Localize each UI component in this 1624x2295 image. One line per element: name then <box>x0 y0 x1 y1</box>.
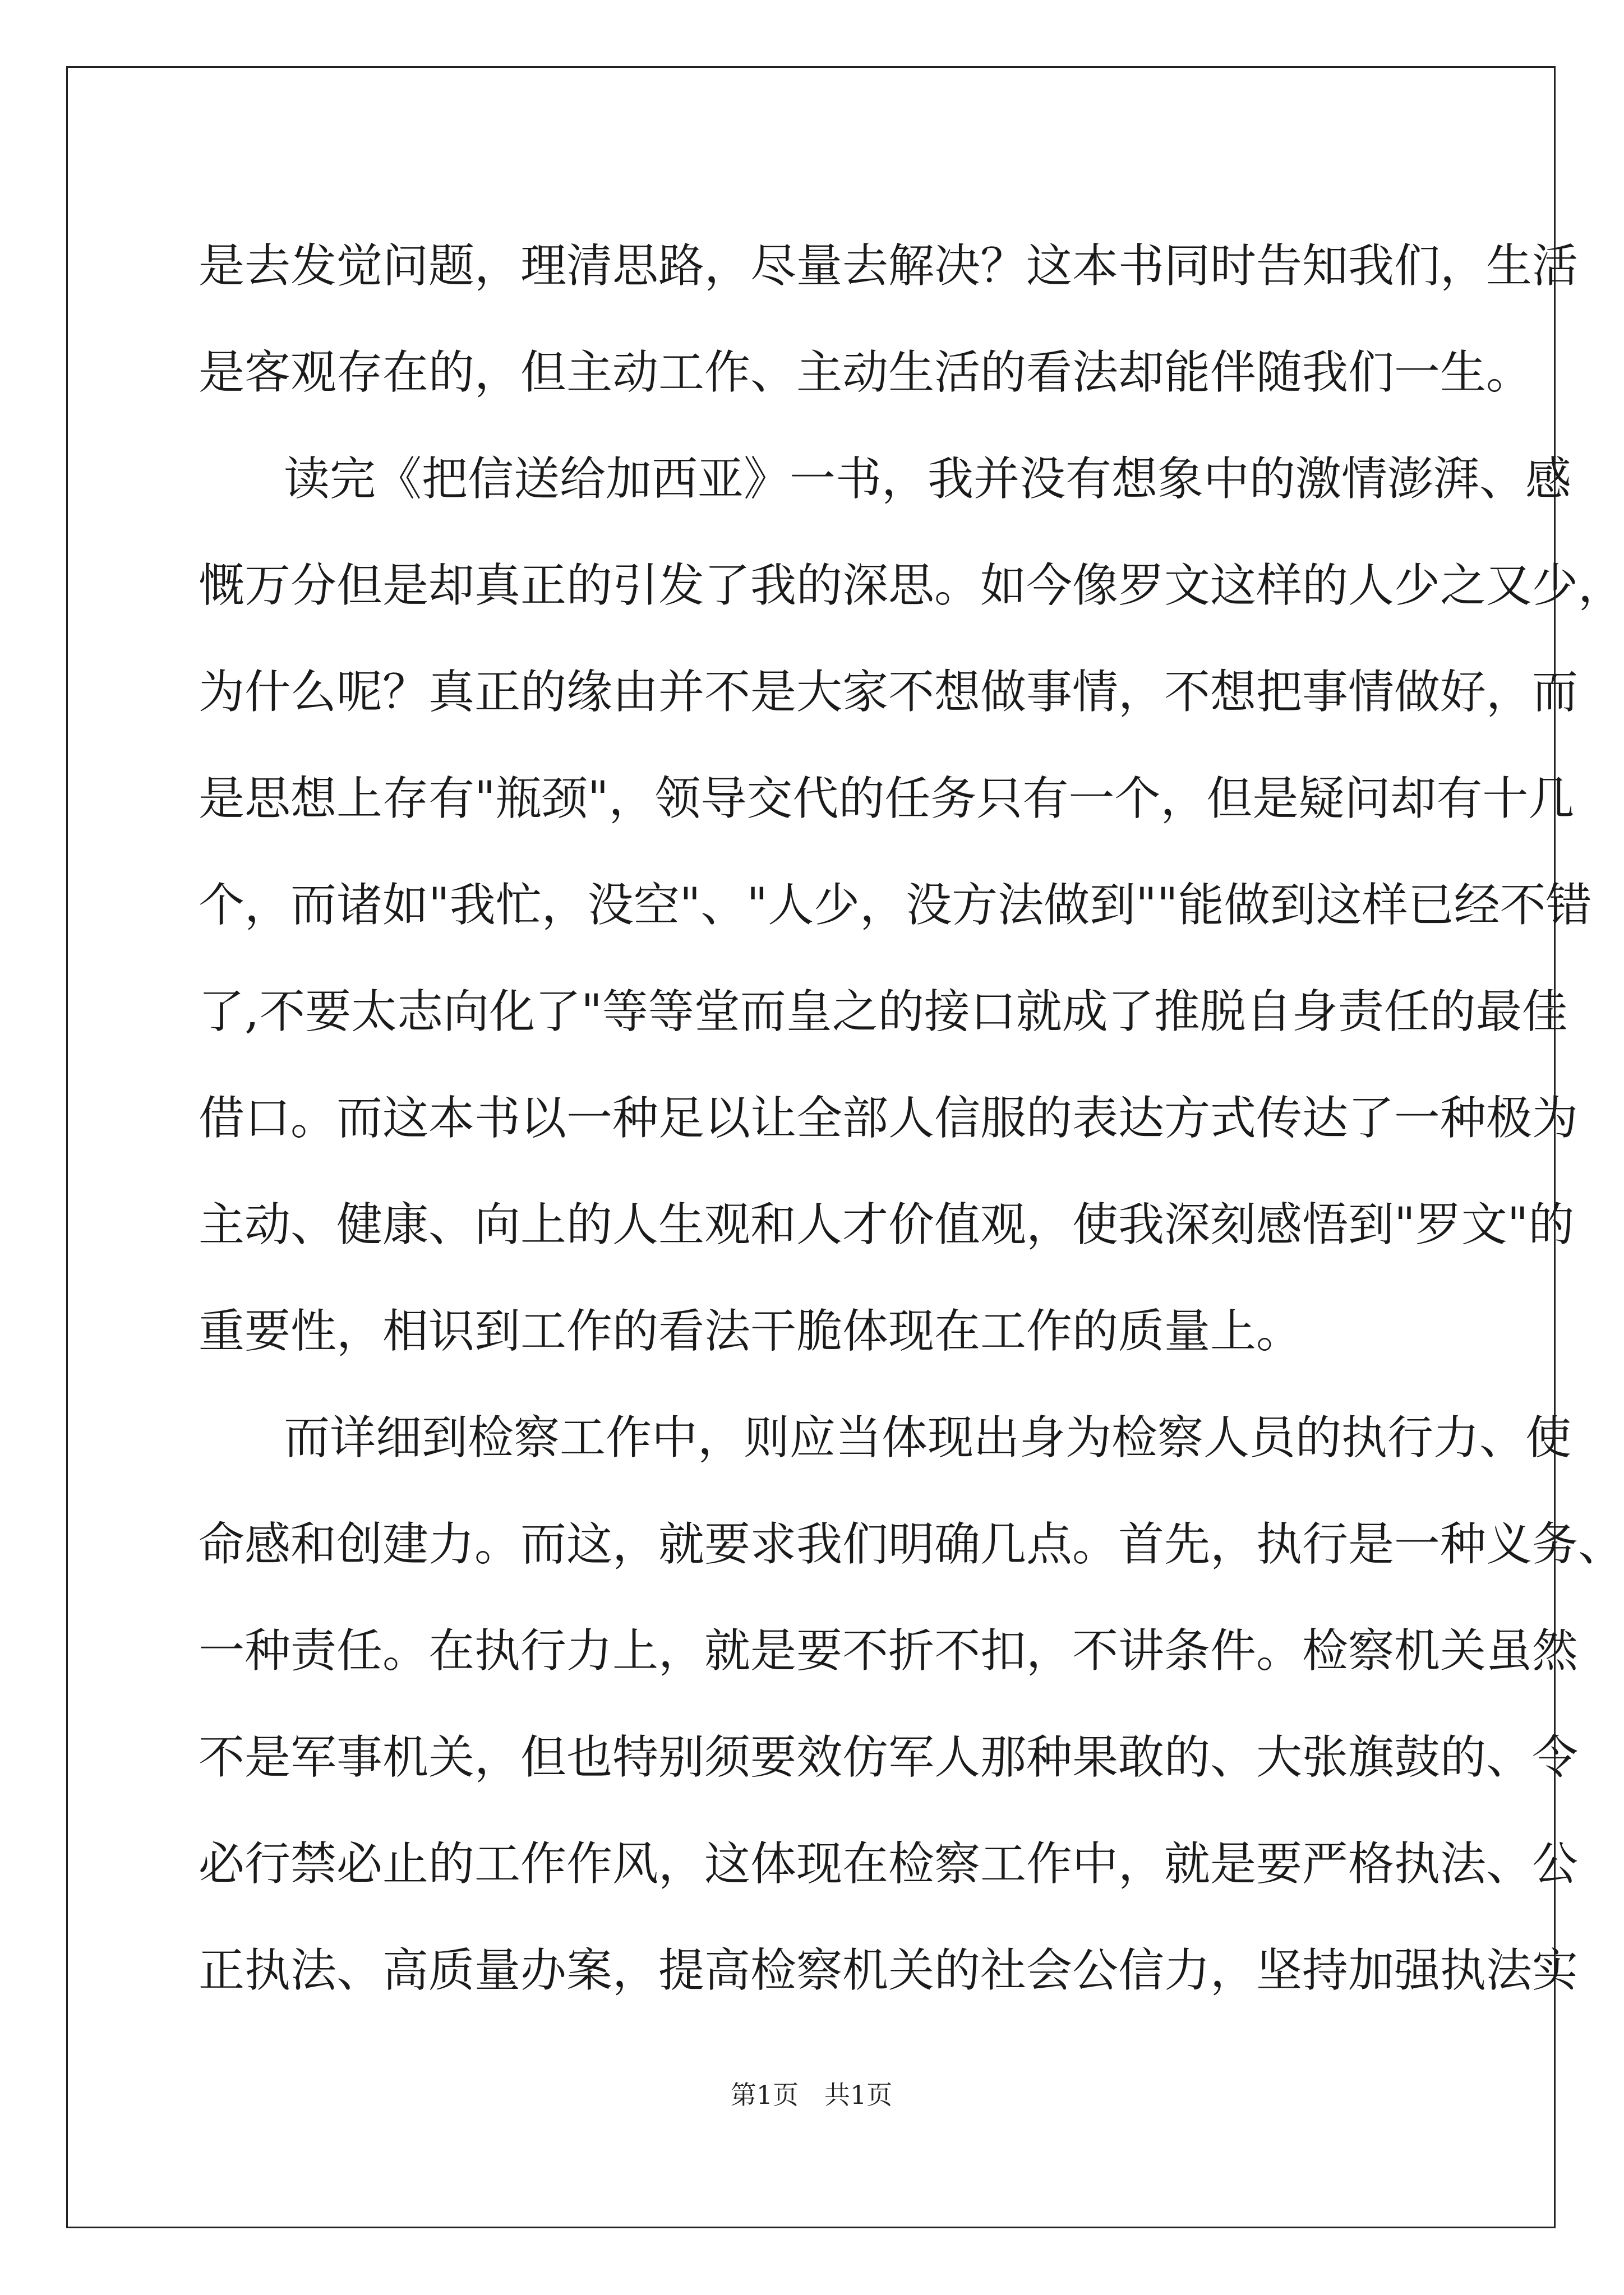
text-line: 必行禁必止的工作作风，这体现在检察工作中，就是要严格执法、公 <box>199 1837 1579 1891</box>
document-body <box>199 213 1624 2024</box>
text-line: 是去发觉问题，理清思路，尽量去解决？这本书同时告知我们，生活 <box>199 239 1579 293</box>
text-line: 读完《把信送给加西亚》一书，我并没有想象中的激情澎湃、感 <box>284 452 1572 506</box>
text-line: 重要性，相识到工作的看法干脆体现在工作的质量上。 <box>199 1305 1303 1358</box>
text-line: 一种责任。在执行力上，就是要不折不扣，不讲条件。检察机关虽然 <box>199 1624 1579 1678</box>
text-line: 了,不要太志向化了"等等堂而皇之的接口就成了推脱自身责任的最佳 <box>199 985 1568 1038</box>
text-line: 命感和创建力。而这，就要求我们明确几点。首先，执行是一种义务、 <box>199 1518 1624 1571</box>
text-line: 而详细到检察工作中，则应当体现出身为检察人员的执行力、使 <box>284 1411 1572 1465</box>
text-line: 正执法、高质量办案，提高检察机关的社会公信力，坚持加强执法实 <box>199 1944 1579 1997</box>
text-line: 是思想上存有"瓶颈"，领导交代的任务只有一个，但是疑问却有十几 <box>199 772 1575 825</box>
text-line: 个，而诸如"我忙，没空"、"人少，没方法做到""能做到这样已经不错 <box>199 879 1592 932</box>
text-line: 不是军事机关，但也特别须要效仿军人那种果敢的、大张旗鼓的、令 <box>199 1731 1579 1784</box>
text-line: 借口。而这本书以一种足以让全部人信服的表达方式传达了一种极为 <box>199 1092 1579 1145</box>
text-line: 是客观存在的，但主动工作、主动生活的看法却能伴随我们一生。 <box>199 346 1533 399</box>
page-number-footer: 第1页 共1页 <box>730 2080 893 2110</box>
text-line: 慨万分但是却真正的引发了我的深思。如今像罗文这样的人少之又少， <box>199 559 1624 612</box>
text-line: 主动、健康、向上的人生观和人才价值观，使我深刻感悟到"罗文"的 <box>199 1198 1575 1252</box>
text-line: 为什么呢？真正的缘由并不是大家不想做事情，不想把事情做好，而 <box>199 666 1579 719</box>
